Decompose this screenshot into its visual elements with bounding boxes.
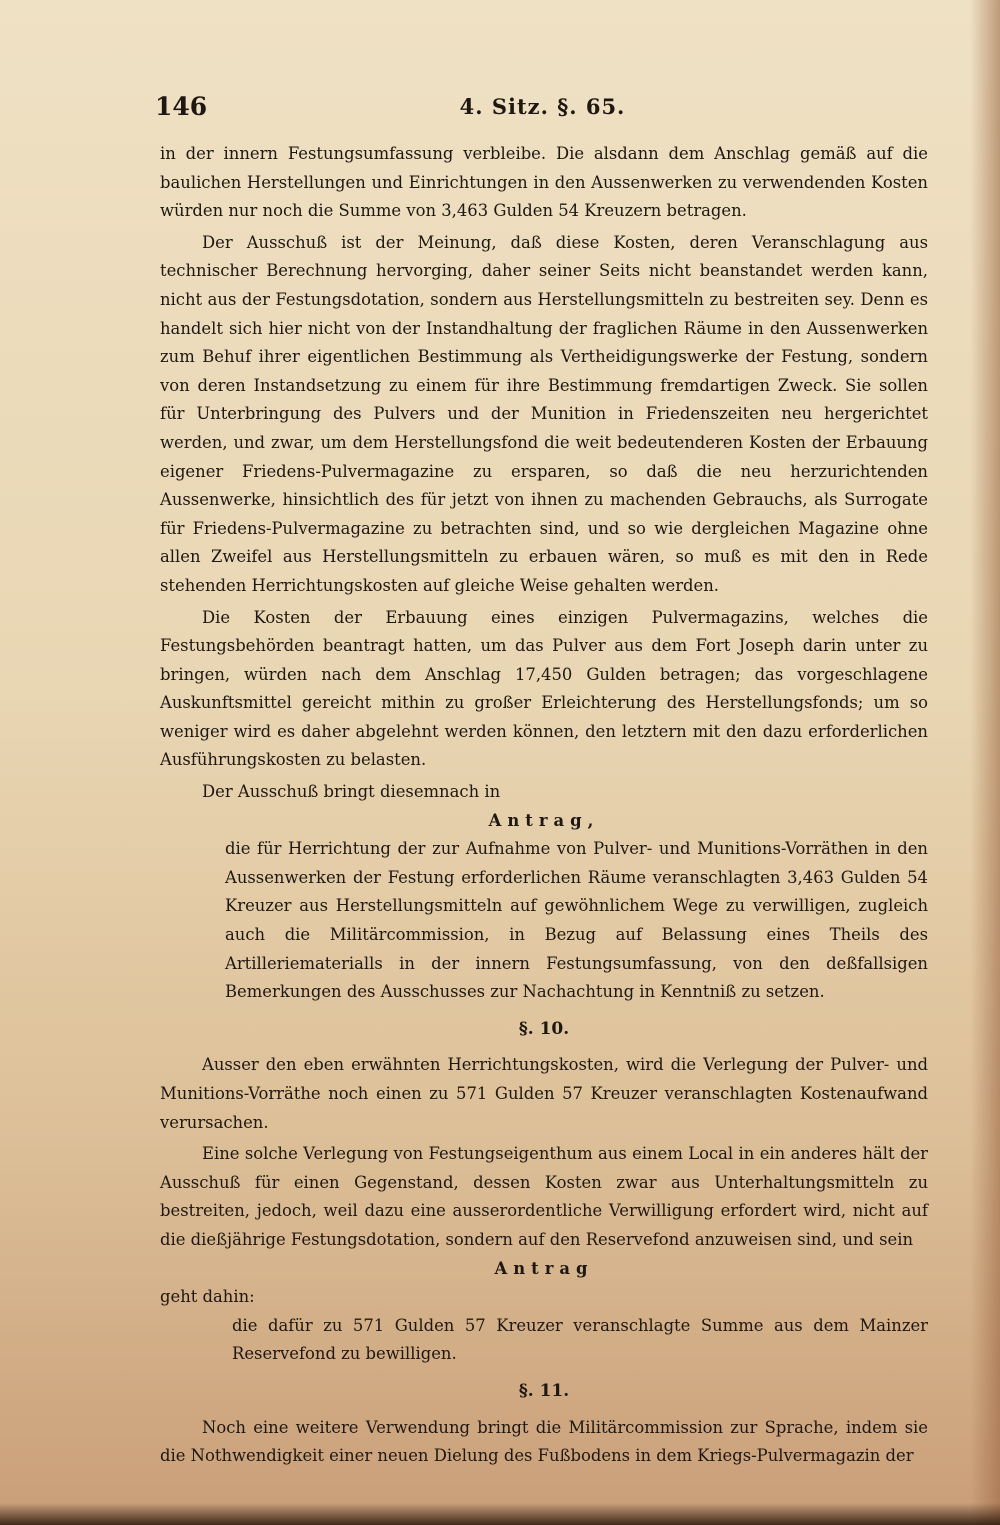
paragraph-1: in der innern Festungsumfassung verbleibe. Die alsdann dem Anschlag gemäß auf die baulichen Herstellungen und Einrichtungen in den Aussenwerken zu verwendenden Kosten würden nur noch die Summe von 3,463 Gulden 54 Kreuzern betragen. — [160, 144, 928, 221]
page-bottom-shadow — [0, 1503, 1000, 1525]
page-number: 146 — [155, 92, 208, 121]
section-11-heading: §. 11. — [518, 1380, 570, 1401]
antrag-heading-1: Antrag, — [488, 810, 600, 830]
paragraph-3: Die Kosten der Erbauung eines einzigen Pulvermagazins, welches die Festungsbehörden beantragt hatten, um das Pulver aus dem Fort Joseph darin unter zu bringen, würden nach dem Anschlag 17,450 Gulden betragen; das vorgeschlagene Auskunftsmittel gereicht mithin zu großer Erleichterung des Herstellungsfonds; um so weniger wird es daher abgelehnt werden können, den letztern mit den dazu erforderlichen Ausführungskosten zu belasten. — [160, 607, 928, 770]
paragraph-5: Ausser den eben erwähnten Herrichtungskosten, wird die Verlegung der Pulver- und Munitions-Vorräthe noch einen zu 571 Gulden 57 Kreuzer veranschlagten Kostenaufwand verursachen. — [160, 1055, 928, 1132]
motion-1: die für Herrichtung der zur Aufnahme von Pulver- und Munitions-Vorräthen in den Aussenwerken der Festung erforderlichen Räume veranschlagten 3,463 Gulden 54 Kreuzer aus Herstellungsmitteln auf gewöhnlichem Wege zu verwilligen, zugleich auch die Militärcommission, in Bezug auf Belassung eines Theils des Artilleriematerialls in der innern Festungsumfassung, von den deßfallsigen Bemerkungen des Ausschusses zur Nachachtung in Kenntniß zu setzen. — [225, 839, 928, 1002]
paragraph-7: geht dahin: — [160, 1287, 255, 1307]
antrag-heading-2: Antrag — [494, 1258, 594, 1278]
paragraph-2: Der Ausschuß ist der Meinung, daß diese Kosten, deren Veranschlagung aus technischer Berechnung hervorging, daher seiner Seits nicht beanstandet werden kann, nicht aus der Festungsdotation, sondern aus Herstellungsmitteln zu bestreiten sey. Denn es handelt sich hier nicht von der Instandhaltung der fraglichen Räume in den Aussenwerken zum Behuf ihrer eigentlichen Bestimmung als Vertheidigungswerke der Festung, sondern von deren Instandsetzung zu einem für ihre Bestimmung fremdartigen Zweck. Sie sollen für Unterbringung des Pulvers und der Munition in Friedenszeiten neu hergerichtet werden, und zwar, um dem Herstellungsfond die weit bedeutenderen Kosten der Erbauung eigener Friedens-Pulvermagazine zu ersparen, so daß die neu herzurichtenden Aussenwerke, hinsichtlich des für jetzt von ihnen zu machenden Gebrauchs, als Surrogate für Friedens-Pulvermagazine zu betrachten sind, und so wie dergleichen Magazine ohne allen Zweifel aus Herstellungsmitteln zu erbauen wären, so muß es mit den in Rede stehenden Herrichtungskosten auf gleiche Weise gehalten werden. — [160, 232, 928, 595]
motion-2: die dafür zu 571 Gulden 57 Kreuzer veranschlagte Summe aus dem Mainzer Reservefond zu bewilligen. — [232, 1315, 928, 1364]
paragraph-8: Noch eine weitere Verwendung bringt die Militärcommission zur Sprache, indem sie die Nothwendigkeit einer neuen Dielung des Fußbodens in dem Kriegs-Pulvermagazin der — [160, 1417, 928, 1466]
page-body — [160, 140, 928, 1471]
section-10-heading: §. 10. — [518, 1018, 570, 1039]
paragraph-4: Der Ausschuß bringt diesemnach in — [202, 782, 501, 802]
page-header — [155, 92, 930, 126]
running-head: 4. Sitz. §. 65. — [459, 94, 626, 119]
page-edge-shadow — [970, 0, 1000, 1525]
paragraph-6: Eine solche Verlegung von Festungseigenthum aus einem Local in ein anderes hält der Ausschuß für einen Gegenstand, dessen Kosten zwar aus Unterhaltungsmitteln zu bestreiten, jedoch, weil dazu eine ausserordentliche Verwilligung erfordert wird, nicht auf die dießjährige Festungsdotation, sondern auf den Reservefond anzuweisen sind, und sein — [160, 1144, 928, 1249]
